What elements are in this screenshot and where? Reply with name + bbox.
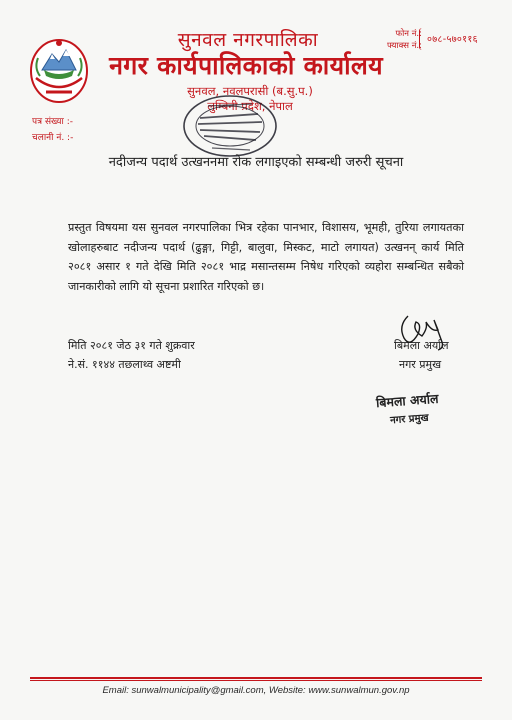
notice-subject: नदीजन्य पदार्थ उत्खननमा रोक लगाइएको सम्बन्धी जरुरी सूचना [108,155,404,170]
office-title: नगर कार्यपालिकाको कार्यालय [109,51,383,80]
dispatch-number-label: चलानी नं. :- [32,133,74,143]
notice-date: मिति २०८१ जेठ ३१ गते शुक्रवार [68,339,195,352]
footer-divider-thin [30,680,482,681]
phone-number: ०७८-५७०११६ [427,34,478,45]
municipality-name: सुनवल नगरपालिका [177,29,319,51]
address-line-1: सुनवल, नवलपरासी (ब.सु.प.) [187,84,313,98]
signer-name: बिमला अर्याल [394,339,449,352]
contact-labels [382,28,422,52]
footer-contact: Email: sunwalmunicipality@gmail.com, Website: www.sunwalmun.gov.np [102,685,410,696]
name-stamp-title: नगर प्रमुख [389,412,430,427]
address-line-2: लुम्बिनी प्रदेश, नेपाल [207,99,293,113]
phone-label: फोन नं.: [395,29,422,39]
name-stamp-name: बिमला अर्याल [375,390,439,411]
contact-brace [419,28,426,50]
nepal-sambat-date: ने.सं. ११४४ तछलाथ्व अष्टमी [68,358,181,371]
notice-body: प्रस्तुत विषयमा यस सुनवल नगरपालिका भित्र रहेका पानभार, विशासय, भूमही, तुरिया लगायतका खोलाहरुबाट नदीजन्य पदार्थ (ढुङ्गा, गिट्टी, बालुवा, मिस्कट, माटो लगायत) उत्खनन् कार्य मिति २०८१ असार १ गते देखि मिति २०८१ भाद्र मसान्तसम्म निषेध गरिएको व्यहोरा सम्बन्धित सबैको जानकारीको लागि यो सूचना प्रशारित गरिएको छ। [68,221,464,293]
nepal-emblem-icon [28,34,90,104]
fax-label: फ्याक्स नं.: [386,41,422,51]
office-seal-stamp [178,92,282,160]
letter-number-label: पत्र संख्या :- [32,117,73,127]
footer-divider [30,677,482,679]
signer-title: नगर प्रमुख [399,358,442,371]
